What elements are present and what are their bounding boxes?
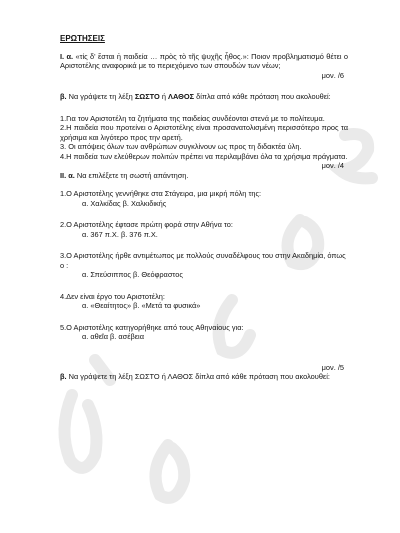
statement-item: 4.Η παιδεία των ελεύθερων πολιτών πρέπει να περιλαμβάνει όλα τα χρήσιμα πράγματα. (60, 151, 348, 161)
question-1b-post: δίπλα από κάθε πρόταση που ακολουθεί: (194, 92, 331, 101)
question-2b-text: Να γράψετε τη λέξη ΣΩΣΤΟ ή ΛΑΘΟΣ δίπλα από κάθε πρόταση που ακολουθεί: (66, 372, 330, 381)
question-1b-marks: μον. /4 (321, 161, 344, 170)
question-2b-number: β. (60, 372, 67, 381)
question-2a-marks: μον. /5 (321, 362, 344, 372)
question-1b-mid: ή (159, 92, 169, 101)
exam-page (60, 34, 348, 382)
choice-question (60, 220, 348, 239)
question-1b-word-false: ΛΑΘΟΣ (168, 92, 195, 101)
choice-question (60, 251, 348, 280)
question-1b-statements (60, 114, 348, 162)
question-1a (60, 52, 348, 71)
choice-question (60, 189, 348, 208)
choice-question-text: 1.Ο Αριστοτέλης γεννήθηκε στα Στάγειρα, μια μικρή πόλη της: (60, 189, 262, 198)
choice-question (60, 292, 348, 311)
choice-options: α. «Θεαίτητος» β. «Μετά τα φυσικά» (82, 301, 201, 310)
choice-options: α. 367 π.Χ. β. 376 π.Χ. (82, 229, 158, 239)
question-2b (60, 372, 348, 382)
choice-options: α. Σπεύσιππος β. Θεόφραστος (82, 270, 183, 279)
question-2a-number: ΙΙ. α. (60, 170, 75, 180)
question-1b-number: β. (60, 92, 67, 101)
question-1b-pre: Να γράψετε τη λέξη (66, 92, 135, 101)
statement-item: 2.Η παιδεία που προτείνει ο Αριστοτέλης είναι προσανατολισμένη περισσότερο προς τα χρήσιμα και λιγότερο προς την αρετή. (60, 123, 348, 142)
question-2a-text: Να επιλέξετε τη σωστή απάντηση. (74, 170, 189, 180)
statement-item: 1.Για τον Αριστοτέλη τα ζητήματα της παιδείας συνδέονται στενά με το πολίτευμα. (60, 113, 325, 123)
page-heading: ΕΡΩΤΗΣΕΙΣ (60, 34, 105, 43)
question-1a-text: «τίς δ' ἔσται ἡ παιδεία … πρὸς τὸ τῆς ψυχῆς ἦθος.»: Ποιον προβληματισμό θέτει ο Αριστοτέλης αναφορικά με το περιεχόμενο των σπουδών των νέων; (60, 51, 348, 70)
choice-question-text: 2.Ο Αριστοτέλης έφτασε πρώτη φορά στην Αθήνα το: (60, 220, 233, 229)
question-1b-word-true: ΣΩΣΤΟ (134, 92, 160, 101)
choice-options: α. Χαλκίδας β. Χαλκιδικής (82, 198, 167, 208)
choice-question-text: 3.Ο Αριστοτέλης ήρθε αντιμέτωπος με πολλούς συναδέλφους του στην Ακαδημία, όπως ο : (60, 251, 346, 270)
choice-question-text: 5.Ο Αριστοτέλης κατηγορήθηκε από τους Αθηναίους για: (60, 322, 244, 332)
question-1a-number: Ι. α. (60, 51, 74, 61)
choice-question (60, 323, 348, 342)
question-1b (60, 92, 348, 102)
question-1a-marks: μον. /6 (321, 70, 344, 80)
choice-options: α. αθεΐα β. ασέβεια (82, 332, 144, 341)
statement-item: 3. Οι απόψεις όλων των ανθρώπων συγκλίνουν ως προς τη διδακτέα ύλη. (60, 142, 302, 151)
choice-question-text: 4.Δεν είναι έργο του Αριστοτέλη: (60, 291, 165, 301)
question-2a (60, 171, 348, 181)
